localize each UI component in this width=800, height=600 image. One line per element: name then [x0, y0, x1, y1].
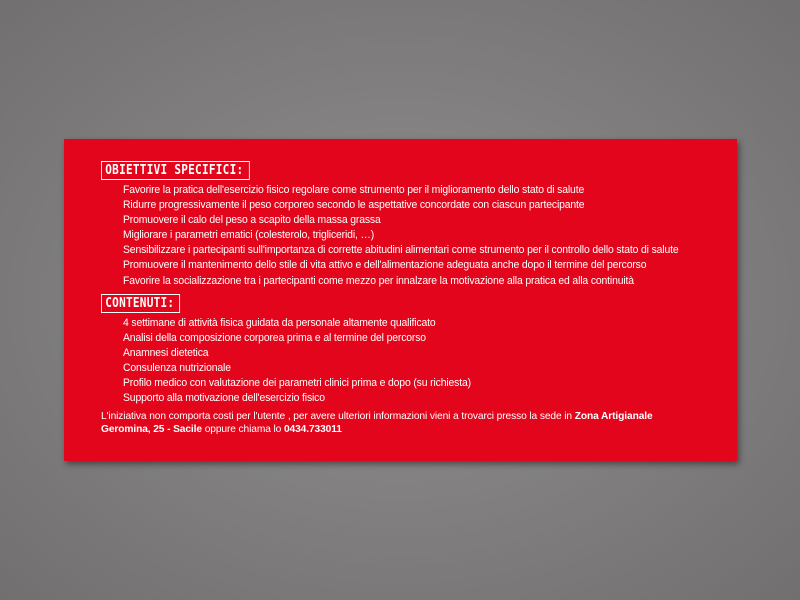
- list-item: Analisi della composizione corporea prima e al termine del percorso: [123, 331, 426, 344]
- contenuti-list: [123, 316, 737, 407]
- footer-location: Zona Artigianale Geromina, 25 - Sacile: [101, 411, 653, 435]
- list-item: Sensibilizzare i partecipanti sull'importanza di corrette abitudini alimentari come strumento per il controllo dello stato di salute: [123, 244, 679, 257]
- list-item: Supporto alla motivazione dell'esercizio fisico: [123, 392, 325, 405]
- footer-phone: 0434.733011: [283, 423, 342, 435]
- list-item: Consulenza nutrizionale: [123, 361, 231, 374]
- list-item: Favorire la pratica dell'esercizio fisico regolare come strumento per il miglioramento dello stato di salute: [123, 184, 585, 196]
- obiettivi-list: [123, 183, 737, 289]
- footer-info-text: , per avere ulteriori informazioni vieni a trovarci presso la sede in: [285, 411, 575, 423]
- list-item: Favorire la socializzazione tra i partecipanti come mezzo per innalzare la motivazione alla pratica ed alla continuità: [123, 274, 634, 287]
- list-item: 4 settimane di attività fisica guidata da personale altamente qualificato: [123, 316, 436, 329]
- list-item: Migliorare i parametri ematici (colesterolo, trigliceridi, …): [123, 229, 375, 242]
- list-item: Ridurre progressivamente il peso corporeo secondo le aspettative concordate con ciascun partecipante: [123, 199, 585, 212]
- heading-obiettivi: OBIETTIVI SPECIFICI:: [101, 161, 249, 180]
- footer-cost-note: L'iniziativa non comporta costi per l'utente: [101, 411, 286, 423]
- footer-call-text: oppure chiama lo: [201, 423, 284, 435]
- list-item: Profilo medico con valutazione dei parametri clinici prima e dopo (su richiesta): [123, 377, 471, 390]
- footer-note: [101, 411, 691, 436]
- list-item: Promuovere il calo del peso a scapito della massa grassa: [123, 214, 381, 227]
- list-item: Promuovere il mantenimento dello stile di vita attivo e dell'alimentazione adeguata anche dopo il termine del percorso: [123, 259, 647, 272]
- heading-contenuti: CONTENUTI:: [101, 294, 180, 313]
- info-card: [64, 139, 737, 461]
- list-item: Anamnesi dietetica: [123, 346, 209, 359]
